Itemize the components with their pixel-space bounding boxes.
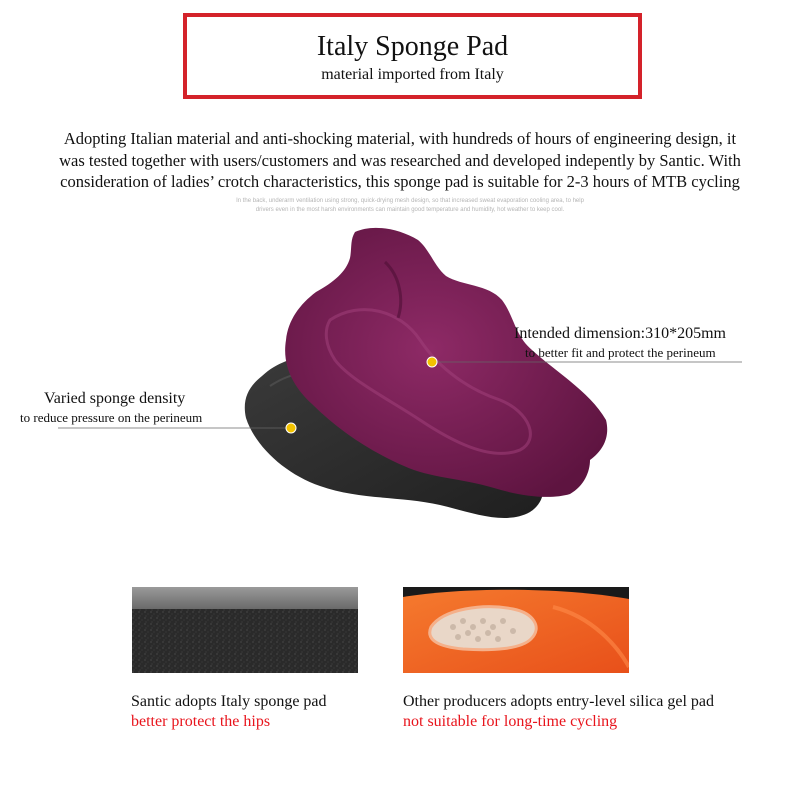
fine-print-line: In the back, underarm ventilation using strong, quick-drying mesh design, so that increased sweat evaporation cooling area, to help bbox=[236, 198, 584, 204]
density-callout bbox=[20, 389, 202, 426]
description-line: consideration of ladies’ crotch characteristics, this sponge pad is suitable for 2-3 hours of MTB cycling bbox=[60, 172, 740, 191]
page-subtitle: material imported from Italy bbox=[321, 66, 504, 83]
description-line: Adopting Italian material and anti-shocking material, with hundreds of hours of engineering design, it bbox=[63, 129, 737, 148]
description-line: was tested together with users/customers and was researched and developed indepently by Santic. With bbox=[59, 150, 741, 170]
density-marker-icon bbox=[286, 423, 296, 433]
dimension-marker-icon bbox=[427, 357, 437, 367]
sponge-caption bbox=[131, 692, 327, 732]
dimension-callout-note: to better fit and protect the perineum bbox=[525, 345, 716, 360]
silica-gel-photo bbox=[403, 587, 629, 673]
dimension-callout bbox=[514, 324, 726, 361]
gel-caption bbox=[403, 692, 714, 732]
fine-print-line: drivers even in the most harsh environments can maintain good temperature and humidity, hot weather to keep cool. bbox=[255, 207, 565, 213]
sponge-caption-benefit: better protect the hips bbox=[131, 713, 271, 730]
gel-caption-drawback: not suitable for long-time cycling bbox=[403, 713, 618, 730]
density-callout-title: Varied sponge density bbox=[44, 390, 186, 407]
page-title: Italy Sponge Pad bbox=[316, 31, 509, 62]
sponge-caption-title: Santic adopts Italy sponge pad bbox=[131, 693, 327, 710]
gel-caption-title: Other producers adopts entry-level silica gel pad bbox=[403, 693, 714, 710]
density-callout-note: to reduce pressure on the perineum bbox=[20, 410, 203, 425]
italy-sponge-photo bbox=[132, 587, 358, 673]
dimension-callout-title: Intended dimension:310*205mm bbox=[514, 325, 726, 342]
